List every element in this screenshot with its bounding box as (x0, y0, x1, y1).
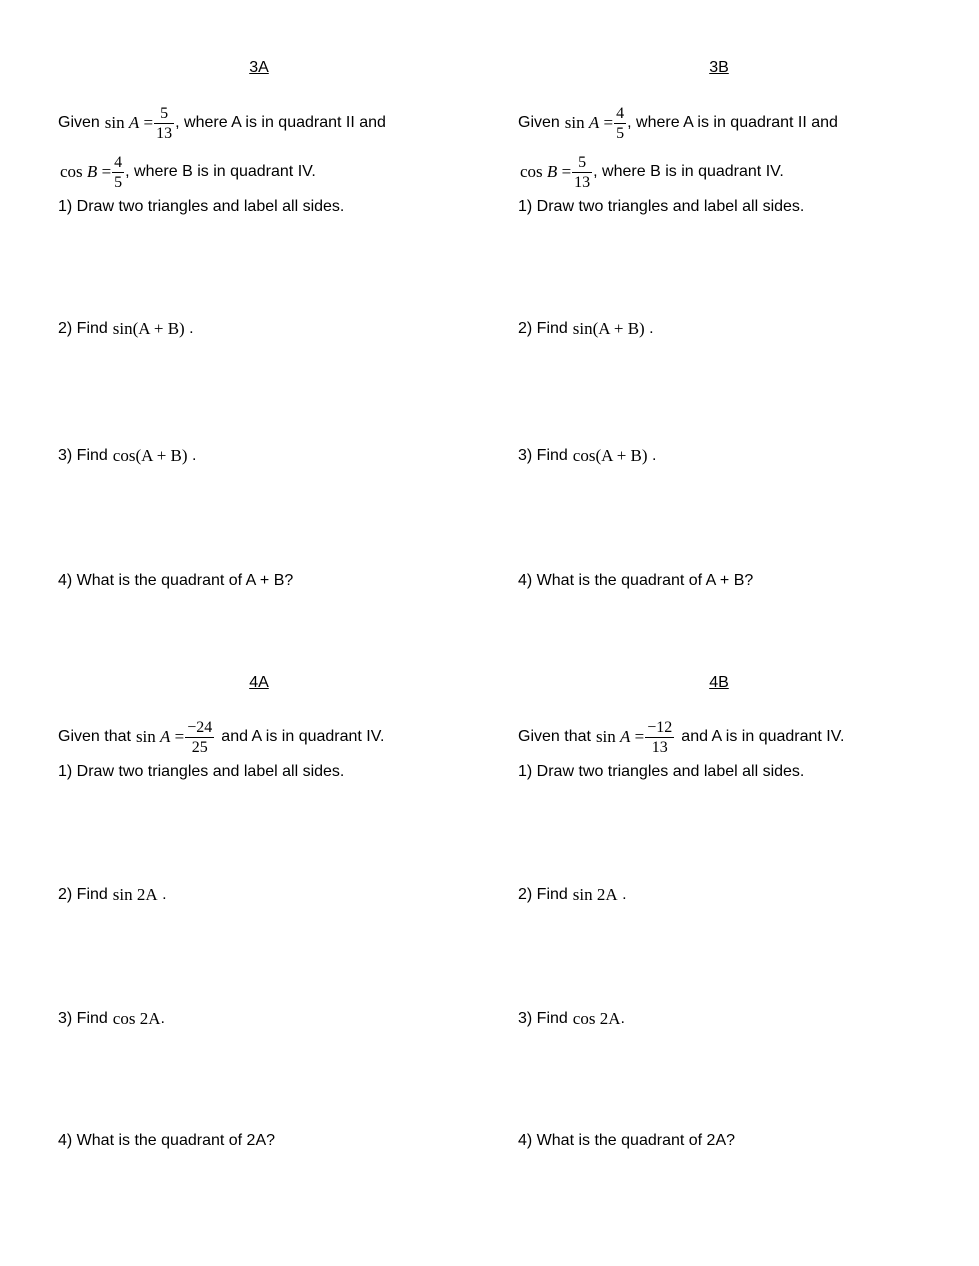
fraction: $\frac{4}{5}$ (616, 104, 625, 142)
given-prefix: Given (518, 114, 560, 131)
question-2-4b: 2) Find sin 2A . (518, 885, 627, 904)
given-suffix: , where B is in quadrant IV. (593, 163, 784, 180)
math-expression: sin A = (595, 727, 645, 746)
fraction: $\frac{5}{13}$ (156, 104, 173, 142)
question-4-4a: 4) What is the quadrant of 2A? (58, 1132, 276, 1149)
fraction: $\frac{-24}{25}$ (187, 718, 213, 756)
given-suffix: and A is in quadrant IV. (221, 728, 385, 745)
given-suffix: , where A is in quadrant II and (175, 114, 386, 131)
math-expression: sin 2A (572, 885, 618, 904)
math-expression: cos B = (520, 162, 572, 181)
math-expression: cos B = (60, 162, 112, 181)
section-title-3a: 3A (249, 59, 269, 76)
math-expression: sin 2A (112, 885, 158, 904)
question-1-4a: 1) Draw two triangles and label all sides. (58, 763, 345, 780)
math-expression: cos(A + B) (112, 446, 188, 465)
math-expression: sin(A + B) (572, 319, 645, 338)
given-line-2-3b (520, 149, 784, 195)
question-3-3b: 3) Find cos(A + B) . (518, 446, 657, 465)
given-suffix: , where B is in quadrant IV. (125, 163, 316, 180)
section-title-4b: 4B (709, 674, 729, 691)
fraction: $\frac{5}{13}$ (574, 153, 591, 191)
given-suffix: , where A is in quadrant II and (627, 114, 838, 131)
question-4-3b: 4) What is the quadrant of A + B? (518, 572, 754, 589)
question-1-3a: 1) Draw two triangles and label all sides. (58, 198, 345, 215)
fraction: $\frac{4}{5}$ (114, 153, 123, 191)
question-3-4a: 3) Find cos 2A . (58, 1009, 165, 1028)
question-4-4b: 4) What is the quadrant of 2A? (518, 1132, 736, 1149)
math-expression: sin(A + B) (112, 319, 185, 338)
given-line-4b (518, 714, 844, 760)
given-prefix: Given (58, 114, 100, 131)
question-1-3b: 1) Draw two triangles and label all sides. (518, 198, 805, 215)
given-line-2-3a (60, 149, 316, 195)
math-expression: sin A = (104, 113, 154, 132)
question-2-4a: 2) Find sin 2A . (58, 885, 167, 904)
given-line-3b (518, 100, 838, 146)
given-suffix: and A is in quadrant IV. (681, 728, 845, 745)
math-expression: sin A = (564, 113, 614, 132)
question-1-4b: 1) Draw two triangles and label all sides. (518, 763, 805, 780)
section-title-4a: 4A (249, 674, 269, 691)
question-3-3a: 3) Find cos(A + B) . (58, 446, 197, 465)
section-title-3b: 3B (709, 59, 729, 76)
question-2-3b: 2) Find sin(A + B) . (518, 319, 654, 338)
given-line-4a (58, 714, 384, 760)
math-expression: cos 2A (572, 1009, 621, 1028)
fraction: $\frac{-12}{13}$ (647, 718, 673, 756)
given-prefix: Given that (58, 728, 131, 745)
question-3-4b: 3) Find cos 2A . (518, 1009, 625, 1028)
question-2-3a: 2) Find sin(A + B) . (58, 319, 194, 338)
math-expression: cos(A + B) (572, 446, 648, 465)
given-line-3a (58, 100, 386, 146)
math-expression: cos 2A (112, 1009, 161, 1028)
question-4-3a: 4) What is the quadrant of A + B? (58, 572, 294, 589)
given-prefix: Given that (518, 728, 591, 745)
math-expression: sin A = (135, 727, 185, 746)
